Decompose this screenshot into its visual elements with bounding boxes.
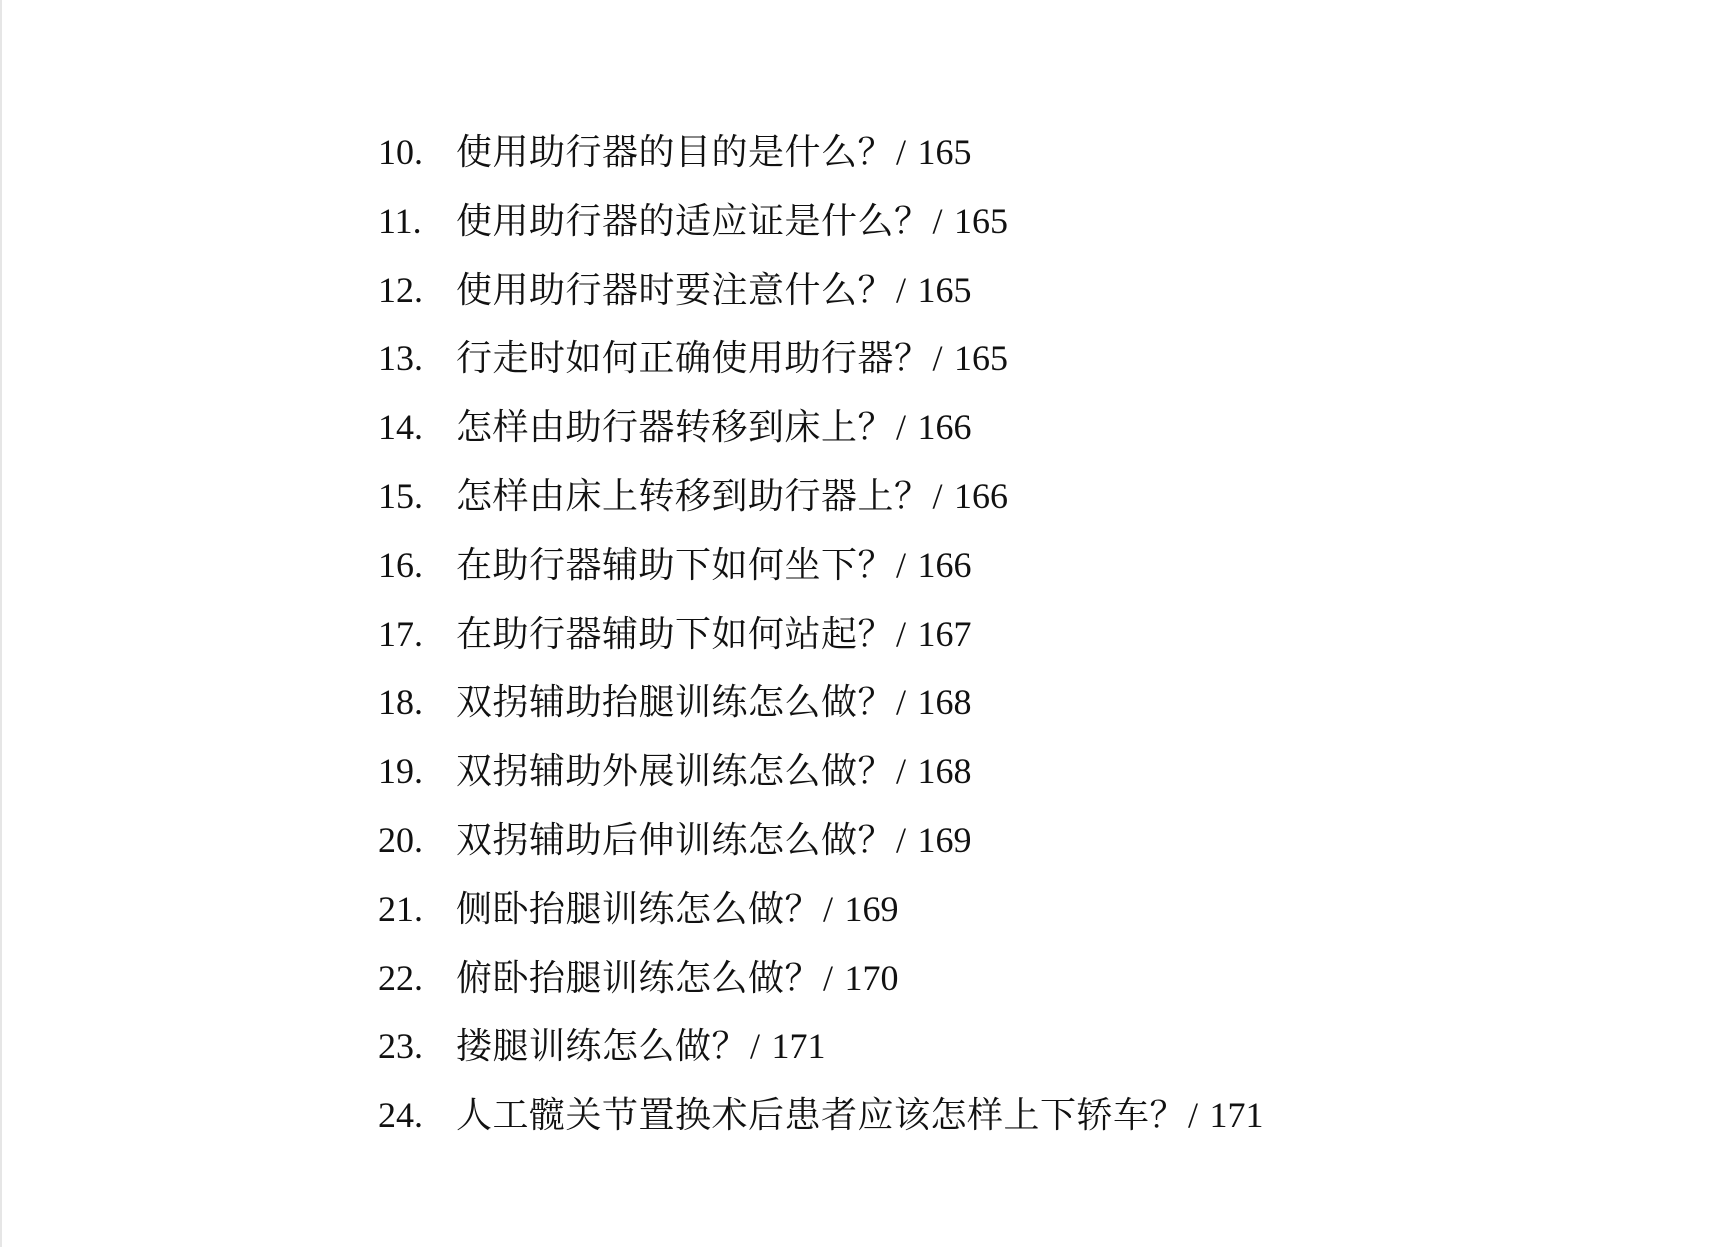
- entry-title: 双拐辅助后伸训练怎么做？: [456, 819, 895, 861]
- entry-number: 13.: [378, 338, 423, 379]
- entry-number: 24.: [378, 1095, 423, 1136]
- entry-number: 19.: [378, 751, 423, 792]
- entry-separator: /: [896, 751, 907, 792]
- entry-page-number: 166: [917, 407, 972, 448]
- entry-page-number: 166: [917, 544, 972, 585]
- entry-title: 双拐辅助外展训练怎么做？: [456, 751, 895, 793]
- entry-title: 在助行器辅助下如何坐下？: [456, 544, 895, 586]
- entry-separator: /: [932, 200, 943, 241]
- toc-entry: [378, 1012, 1263, 1081]
- entry-number: 14.: [378, 407, 423, 448]
- toc-entry: [378, 462, 1263, 531]
- toc-entry: [378, 1081, 1263, 1150]
- entry-title: 使用助行器的适应证是什么？: [456, 200, 931, 242]
- toc-entry: [378, 668, 1263, 737]
- entry-number: 10.: [378, 132, 423, 172]
- toc-entry: [378, 944, 1263, 1013]
- toc-entry: [378, 118, 1263, 187]
- entry-separator: /: [896, 132, 907, 172]
- entry-page-number: 168: [917, 682, 972, 723]
- page-left-edge: [0, 0, 2, 1247]
- entry-page-number: 167: [917, 613, 972, 654]
- entry-number: 11.: [378, 200, 422, 241]
- entry-page-number: 171: [1209, 1095, 1264, 1136]
- entry-number: 20.: [378, 819, 423, 860]
- entry-number: 18.: [378, 682, 423, 723]
- toc-entry: [378, 324, 1263, 393]
- entry-title: 双拐辅助抬腿训练怎么做？: [456, 682, 895, 724]
- entry-separator: /: [932, 338, 943, 379]
- entry-separator: /: [932, 475, 943, 516]
- toc-entry: [378, 806, 1263, 875]
- toc-entry: [378, 393, 1263, 462]
- entry-page-number: 165: [917, 269, 972, 310]
- entry-title: 俯卧抬腿训练怎么做？: [456, 957, 822, 999]
- entry-page-number: 170: [844, 957, 899, 998]
- entry-separator: /: [1188, 1095, 1199, 1136]
- entry-separator: /: [896, 269, 907, 310]
- entry-title: 怎样由助行器转移到床上？: [456, 407, 895, 449]
- table-of-contents: [378, 118, 1263, 1150]
- entry-page-number: 165: [917, 132, 972, 172]
- entry-separator: /: [896, 613, 907, 654]
- entry-title: 侧卧抬腿训练怎么做？: [456, 888, 822, 930]
- toc-entry: [378, 737, 1263, 806]
- entry-separator: /: [823, 888, 834, 929]
- entry-separator: /: [750, 1026, 761, 1067]
- entry-number: 15.: [378, 475, 423, 516]
- toc-entry: [378, 256, 1263, 325]
- entry-page-number: 165: [953, 338, 1008, 379]
- entry-title: 怎样由床上转移到助行器上？: [456, 475, 931, 517]
- entry-title: 行走时如何正确使用助行器？: [456, 338, 931, 380]
- entry-title: 在助行器辅助下如何站起？: [456, 613, 895, 655]
- toc-entry: [378, 531, 1263, 600]
- toc-entry: [378, 875, 1263, 944]
- entry-separator: /: [896, 682, 907, 723]
- toc-entry: [378, 187, 1263, 256]
- entry-page-number: 166: [953, 475, 1008, 516]
- entry-number: 17.: [378, 613, 423, 654]
- entry-separator: /: [896, 544, 907, 585]
- entry-page-number: 171: [771, 1026, 826, 1067]
- entry-number: 16.: [378, 544, 423, 585]
- entry-separator: /: [896, 819, 907, 860]
- entry-title: 使用助行器的目的是什么？: [456, 132, 895, 173]
- entry-separator: /: [896, 407, 907, 448]
- entry-title: 使用助行器时要注意什么？: [456, 269, 895, 311]
- entry-number: 22.: [378, 957, 423, 998]
- entry-page-number: 169: [917, 819, 972, 860]
- entry-page-number: 168: [917, 751, 972, 792]
- toc-entry: [378, 600, 1263, 669]
- entry-number: 23.: [378, 1026, 423, 1067]
- entry-title: 人工髋关节置换术后患者应该怎样上下轿车？: [456, 1095, 1187, 1137]
- entry-number: 21.: [378, 888, 423, 929]
- entry-title: 搂腿训练怎么做？: [456, 1026, 749, 1068]
- entry-page-number: 165: [953, 200, 1008, 241]
- entry-page-number: 169: [844, 888, 899, 929]
- entry-number: 12.: [378, 269, 423, 310]
- entry-separator: /: [823, 957, 834, 998]
